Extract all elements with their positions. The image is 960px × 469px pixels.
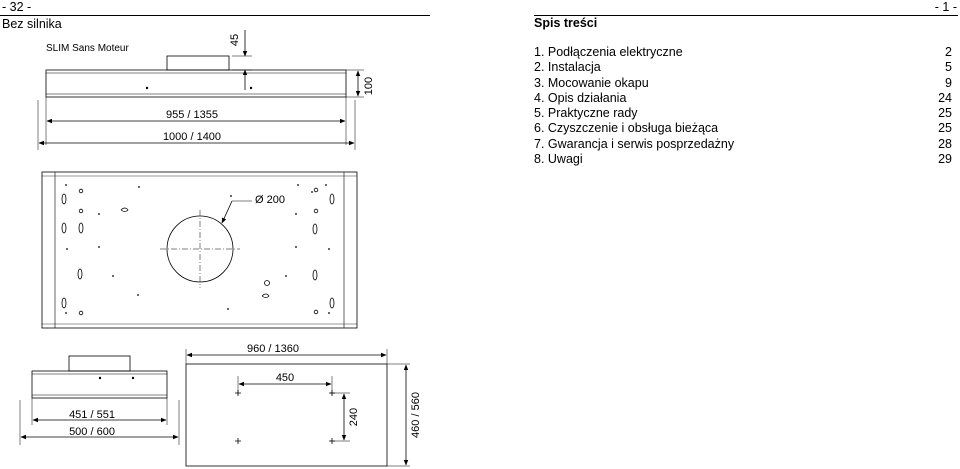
table-of-contents <box>534 45 952 167</box>
dim-45: 45 <box>229 33 241 47</box>
left-page <box>0 0 475 469</box>
toc-item[interactable] <box>534 60 952 75</box>
toc-item-label: 4. Opis działania <box>534 90 627 105</box>
toc-item-label: 3. Mocowanie okapu <box>534 75 649 90</box>
dim-100: 100 <box>363 76 375 96</box>
toc-item[interactable] <box>534 137 952 152</box>
toc-item-label: 8. Uwagi <box>534 152 583 167</box>
right-page <box>478 0 960 469</box>
toc-item[interactable] <box>534 121 952 136</box>
toc-item[interactable] <box>534 45 952 60</box>
toc-item-label: 5. Praktyczne rady <box>534 106 638 121</box>
dim-451: 451 / 551 <box>69 409 115 421</box>
dim-955: 955 / 1355 <box>166 109 218 121</box>
dim-450: 450 <box>275 372 295 384</box>
toc-item-page: 24 <box>938 90 952 105</box>
toc-item-label: 7. Gwarancja i serwis posprzedażny <box>534 136 735 151</box>
dim-500: 500 / 600 <box>69 426 115 438</box>
toc-item-page: 25 <box>938 121 952 136</box>
toc-item-page: 2 <box>945 45 952 59</box>
toc-item-label: 1. Podłączenia elektryczne <box>534 45 683 59</box>
toc-item-label: 6. Czyszczenie i obsługa bieżąca <box>534 121 719 136</box>
toc-item-page: 28 <box>938 136 952 151</box>
dim-240: 240 <box>348 407 360 427</box>
toc-item-label: 2. Instalacja <box>534 60 601 75</box>
plan-view <box>42 172 357 328</box>
dim-diameter: Ø 200 <box>255 194 285 206</box>
dim-1000: 1000 / 1400 <box>162 131 222 143</box>
toc-title: Spis treści <box>534 16 598 30</box>
toc-item[interactable] <box>534 152 952 167</box>
technical-drawing <box>0 0 475 469</box>
toc-item-page: 5 <box>945 60 952 75</box>
dim-960: 960 / 1360 <box>247 343 299 355</box>
toc-item-page: 29 <box>938 152 952 167</box>
toc-item[interactable] <box>534 76 952 91</box>
right-page-number: - 1 - <box>934 0 957 14</box>
toc-item-page: 25 <box>938 106 952 121</box>
toc-item-page: 9 <box>945 75 952 90</box>
left-subtitle: Bez silnika <box>2 17 62 31</box>
toc-item[interactable] <box>534 91 952 106</box>
dim-460: 460 / 560 <box>410 392 422 438</box>
model-label: SLIM Sans Moteur <box>46 43 129 54</box>
toc-item[interactable] <box>534 106 952 121</box>
fixing-template <box>186 349 410 466</box>
left-page-number: - 32 - <box>2 0 32 14</box>
right-header-rule <box>534 15 958 16</box>
